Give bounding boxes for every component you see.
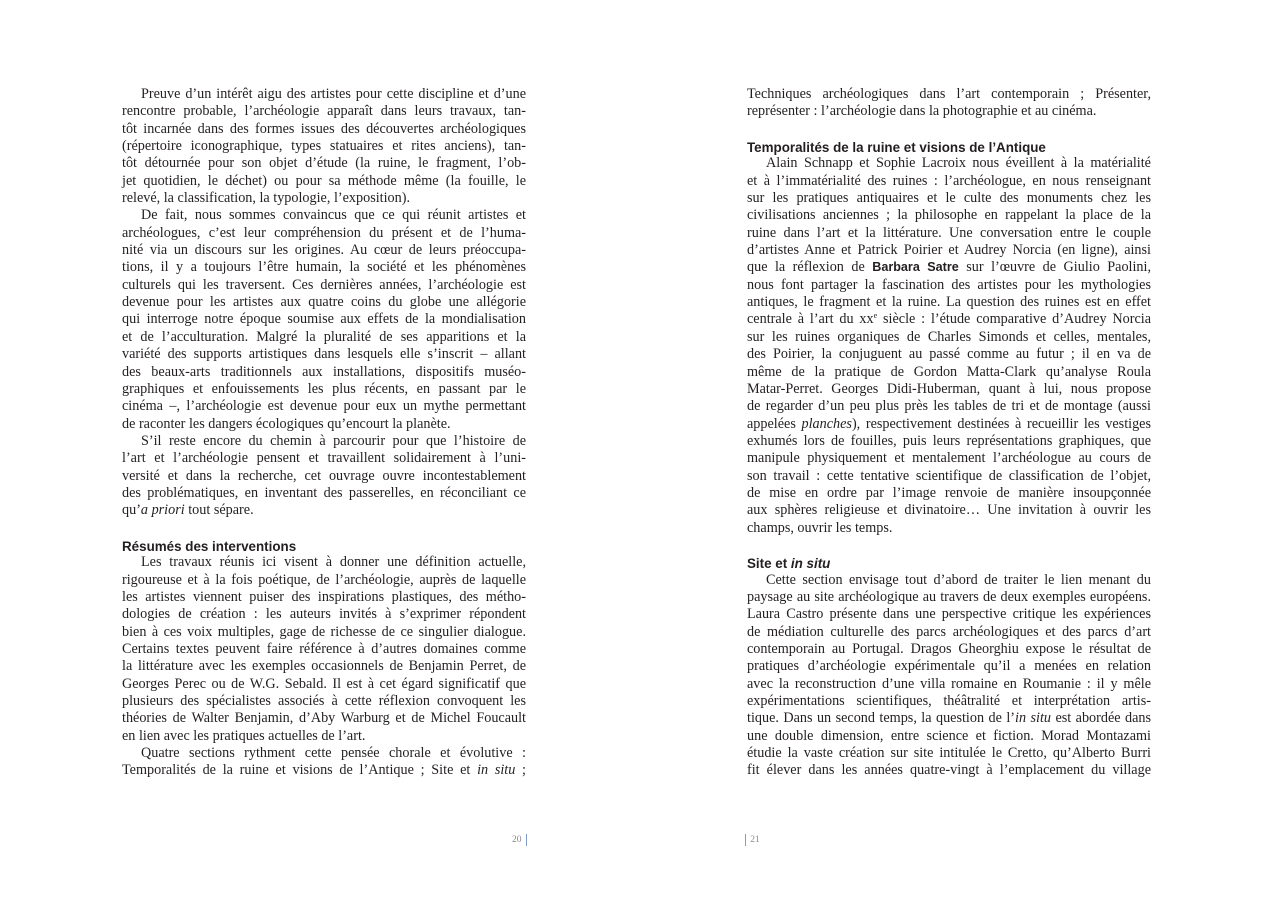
text-run: manipule physiquement et mentalement l’archéologue au cours de [747, 450, 1151, 467]
text-line [747, 311, 1151, 328]
text-run: sur les pratiques antiquaires et le culte des monuments chez les [747, 190, 1151, 207]
text-run: dologies de création : les auteurs invités à s’exprimer répondent [122, 606, 526, 623]
text-run: devenue pour les artistes aux quatre coins du globe une allégorie [122, 294, 526, 311]
text-line [122, 121, 526, 138]
paragraph [122, 86, 526, 207]
text-run: tique. Dans un second temps, la question de l’ [747, 710, 1016, 727]
text-run: plusieurs des spécialistes associés à cette réflexion convoquent les [122, 693, 526, 710]
text-line [122, 190, 526, 207]
text-line [122, 86, 526, 103]
text-line [747, 364, 1151, 381]
text-line [122, 693, 526, 710]
text-line [122, 745, 526, 762]
text-line [747, 433, 1151, 450]
text-run: sur l’œuvre de Giulio Paolini, [958, 259, 1152, 276]
text-run: archéologues, c’est leur compréhension du présent et de l’huma- [122, 224, 526, 241]
text-run: Temporalités de la ruine et visions de l’Antique ; Site et [122, 762, 478, 779]
text-run: jet quotidien, le déchet) ou pour sa méthode même (la fouille, le [122, 172, 526, 189]
text-run: siècle : l’étude comparative d’Audrey Norcia [877, 311, 1151, 328]
text-run: civilisations anciennes ; la philosophe en rappelant la place de la [747, 207, 1151, 224]
paragraph [122, 745, 526, 780]
text-line [122, 346, 526, 363]
folio-divider [526, 834, 527, 846]
text-run: Quatre sections rythment cette pensée chorale et évolutive : [141, 745, 526, 762]
text-line [122, 398, 526, 415]
text-line [747, 728, 1151, 745]
text-run: avec la reconstruction d’une villa romaine en Roumanie : il y mêle [747, 675, 1151, 692]
text-run: fit élever dans les années quatre-vingt à l’emplacement du village [747, 762, 1151, 779]
text-run: nité via un discours sur les origines. Au cœur de leurs préoccupa- [122, 242, 526, 259]
text-run: ruine dans l’art et la littérature. Une conversation entre le couple [747, 224, 1151, 241]
text-line [747, 485, 1151, 502]
text-line [747, 693, 1151, 710]
text-run: des problématiques, en inventant des passerelles, en réconciliant ce [122, 484, 526, 501]
text-run: Techniques archéologiques dans l’art contemporain ; Présenter, [747, 86, 1151, 102]
text-run: rigoureuse et à la fois poétique, de l’archéologie, auprès de laquelle [122, 571, 526, 588]
paragraph [122, 554, 526, 745]
text-run: versité et dans la recherche, cet ouvrage ouvre incontestablement [122, 467, 526, 484]
text-line [747, 450, 1151, 467]
text-run: son travail : cette tentative scientifique de classification de l’objet, [747, 467, 1151, 484]
text-run: centrale à l’art du xx [747, 311, 874, 328]
text-run: appelées [747, 415, 802, 432]
section-heading [747, 138, 1151, 155]
text-run: même de la pratique de Gordon Matta-Clark qu’analyse Roula [747, 363, 1151, 380]
text-line [122, 416, 526, 433]
text-run: culturels qui les traversent. Ces dernières années, l’archéologie est [122, 276, 526, 293]
text-run: pratiques d’archéologie expérimentale qu’il a menées en relation [747, 658, 1151, 675]
text-run: antiques, le fragment et la ruine. La question des ruines est en effet [747, 294, 1151, 311]
text-line [747, 676, 1151, 693]
text-run: (répertoire iconographique, types statuaires et rites anciens), tan- [122, 138, 526, 155]
text-run: théories de Walter Benjamin, d’Aby Warburg et de Michel Foucault [122, 710, 526, 727]
text-run: que la réflexion de [747, 259, 873, 276]
text-run: Alain Schnapp et Sophie Lacroix nous éveillent à la matérialité [766, 155, 1151, 172]
text-line [747, 468, 1151, 485]
text-line [122, 589, 526, 606]
text-line [747, 190, 1151, 207]
text-run: de regarder d’un peu plus près les tables de tri et de montage (aussi [747, 398, 1151, 415]
text-run: tôt détournée pour son objet d’étude (la ruine, le fragment, l’ob- [122, 155, 526, 172]
page-number: 21 [750, 835, 760, 845]
paragraph [122, 207, 526, 432]
text-run: variété des supports artistiques dans lesquels elle s’inscrit – allant [122, 346, 526, 363]
text-run: la littérature avec les exemples occasionnels de Benjamin Perret, de [122, 658, 526, 675]
right-page-text [747, 86, 1151, 780]
text-line [122, 259, 526, 276]
text-run: Certains textes peuvent faire référence à d’autres domaines comme [122, 641, 526, 657]
text-run: rencontre probable, l’archéologie apparaît dans leurs travaux, tan- [122, 103, 526, 120]
text-line [122, 155, 526, 172]
text-run: graphiques et enfouissements les plus récents, en passant par le [122, 380, 526, 397]
text-line [122, 728, 526, 745]
text-line [122, 762, 526, 779]
text-run: tout sépare. [184, 502, 254, 519]
text-run: expérimentations scientifiques, théâtralité et interprétation artis- [747, 693, 1151, 710]
text-run: nous font partager la fascination des artistes pour les mythologies [747, 276, 1151, 293]
text-run: d’artistes Anne et Patrick Poirier et Audrey Norcia (en ligne), ainsi [747, 242, 1151, 259]
text-run: ), respectivement destinées à recueillir les vestiges [851, 415, 1151, 432]
text-line [122, 207, 526, 224]
text-line [747, 606, 1151, 623]
text-run: tions, il y a toujours l’être humain, la société et les phénomènes [122, 259, 526, 276]
text-line [747, 103, 1151, 120]
text-run: contemporain au Portugal. Dragos Gheorghiu expose le résultat de [747, 641, 1151, 657]
text-line [747, 624, 1151, 641]
text-run: des beaux-arts traditionnels aux installations, dispositifs muséo- [122, 363, 526, 380]
section-heading [122, 537, 526, 554]
text-run: étudie la vaste création sur site intitulée le Cretto, qu’Alberto Burri [747, 745, 1151, 762]
text-line [122, 381, 526, 398]
text-line [122, 710, 526, 727]
italic-text: in situ [790, 556, 831, 572]
text-line [747, 294, 1151, 311]
text-line [122, 468, 526, 485]
text-run: Cette section envisage tout d’abord de traiter le lien menant du [766, 571, 1151, 588]
text-line [747, 225, 1151, 242]
text-line [122, 433, 526, 450]
text-line [747, 277, 1151, 294]
text-run: qui interroge notre époque soumise aux effets de la mondialisation [122, 311, 526, 328]
text-line [122, 329, 526, 346]
bold-name: Barbara Satre [872, 260, 959, 275]
text-run: Matar-Perret. Georges Didi-Huberman, quant à lui, nous propose [747, 380, 1151, 397]
text-line [747, 346, 1151, 363]
text-line [747, 572, 1151, 589]
text-line [122, 485, 526, 502]
spacer [747, 537, 1151, 554]
text-run: sur les ruines organiques de Charles Simonds et celles, mentales, [747, 328, 1151, 345]
text-run: champs, ouvrir les temps. [747, 519, 893, 536]
text-line [122, 364, 526, 381]
text-line [747, 259, 1151, 276]
italic-text: in situ [477, 762, 516, 779]
text-run: Preuve d’un intérêt aigu des artistes pour cette discipline et d’une [141, 86, 526, 102]
text-line [122, 450, 526, 467]
text-run: aux sphères religieuse et divinatoire… Une invitation à ouvrir les [747, 502, 1151, 519]
text-run: ; [515, 762, 526, 779]
text-line [747, 745, 1151, 762]
text-line [747, 398, 1151, 415]
text-run: représenter : l’archéologie dans la photographie et au cinéma. [747, 103, 1097, 120]
text-line [747, 641, 1151, 658]
text-line [747, 710, 1151, 727]
text-line [747, 173, 1151, 190]
text-line [122, 173, 526, 190]
paragraph [747, 572, 1151, 780]
text-line [747, 520, 1151, 537]
text-line [747, 329, 1151, 346]
italic-text: a priori [140, 502, 185, 519]
paragraph [747, 155, 1151, 537]
text-run: Site et [747, 556, 791, 572]
text-line [747, 381, 1151, 398]
text-line [122, 624, 526, 641]
text-run: cinéma –, l’archéologie est devenue pour eux un mythe permettant [122, 398, 526, 415]
text-run: De fait, nous sommes convaincus que ce qui réunit artistes et [141, 207, 526, 224]
text-run: S’il reste encore du chemin à parcourir pour que l’histoire de [141, 432, 526, 449]
text-run: et de l’acculturation. Malgré la pluralité de ses apparitions et la [122, 328, 526, 345]
left-page-text [122, 86, 526, 780]
text-line [122, 242, 526, 259]
text-run: Georges Perec ou de W.G. Sebald. Il est à cet égard significatif que [122, 675, 526, 692]
text-line [747, 416, 1151, 433]
text-line [122, 294, 526, 311]
text-line [122, 572, 526, 589]
text-line [122, 277, 526, 294]
text-line [122, 103, 526, 120]
page-number-left [512, 834, 527, 846]
text-line [122, 658, 526, 675]
text-run: Les travaux réunis ici visent à donner une définition actuelle, [141, 554, 526, 571]
text-line [747, 762, 1151, 779]
text-run: bien à ces voix multiples, gage de richesse de ce singulier dialogue. [122, 623, 526, 640]
italic-text: in situ [1015, 710, 1051, 727]
text-run: en lien avec les pratiques actuelles de l’art. [122, 727, 366, 744]
paragraph [747, 86, 1151, 121]
spacer [747, 121, 1151, 138]
text-run: qu’ [122, 502, 141, 519]
text-line [747, 155, 1151, 172]
text-line [122, 225, 526, 242]
text-line [122, 676, 526, 693]
text-run: une double dimension, entre science et fiction. Morad Montazami [747, 727, 1151, 744]
text-line [747, 502, 1151, 519]
superscript: e [873, 311, 878, 321]
text-line [122, 502, 526, 519]
text-line [747, 86, 1151, 103]
text-line [122, 554, 526, 571]
spacer [122, 520, 526, 537]
italic-text: planches [801, 415, 852, 432]
text-run: Résumés des interventions [122, 538, 297, 554]
text-run: et à l’immatérialité des ruines : l’archéologue, en nous renseignant [747, 172, 1151, 189]
text-run: Laura Castro présente dans une perspective critique les expériences [747, 606, 1151, 623]
text-run: de raconter les dangers écologiques qu’encourt la planète. [122, 415, 451, 432]
page-number-right [745, 834, 760, 846]
text-line [122, 138, 526, 155]
paragraph [122, 433, 526, 520]
text-line [747, 658, 1151, 675]
text-run: Temporalités de la ruine et visions de l’Antique [747, 140, 1046, 156]
page-number: 20 [512, 835, 522, 845]
text-run: est abordée dans [1051, 710, 1151, 727]
text-run: de mise en ordre par l’image renvoie de manière insoupçonnée [747, 484, 1151, 501]
text-run: l’art et l’archéologie pensent et travaillent solidairement à l’uni- [122, 450, 526, 467]
text-line [122, 311, 526, 328]
text-run: paysage au site archéologique au travers de deux exemples européens. [747, 588, 1151, 605]
text-run: les artistes viennent puiser des inspirations plastiques, des métho- [122, 588, 526, 605]
text-run: des Poirier, la conjuguent au passé comme au futur ; il en va de [747, 346, 1151, 363]
text-line [747, 207, 1151, 224]
text-run: relevé, la classification, la typologie, l’exposition). [122, 190, 410, 207]
folio-divider [745, 834, 746, 846]
text-line [747, 242, 1151, 259]
text-run: tôt incarnée dans des formes issues des découvertes archéologiques [122, 120, 526, 137]
text-line [747, 589, 1151, 606]
text-run: exhumés lors de fouilles, puis leurs représentations graphiques, que [747, 432, 1151, 449]
text-line [122, 641, 526, 658]
text-line [122, 606, 526, 623]
section-heading [747, 554, 1151, 571]
text-run: de médiation culturelle des parcs archéologiques et des parcs d’art [747, 623, 1151, 640]
